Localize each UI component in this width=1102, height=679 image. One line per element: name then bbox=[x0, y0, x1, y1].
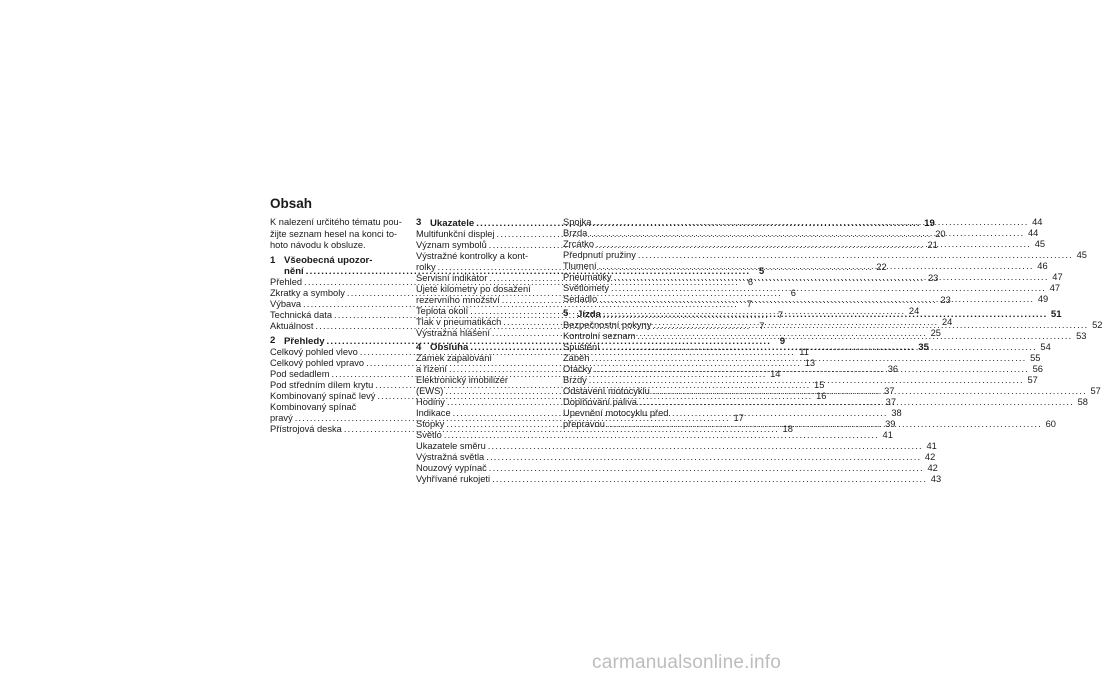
page-number: 47 bbox=[1052, 272, 1063, 282]
page-number: 7 bbox=[746, 299, 753, 309]
page-number: 7 bbox=[777, 310, 784, 320]
entry-title: Záběh bbox=[563, 352, 590, 363]
dot-leader bbox=[602, 342, 1037, 353]
entry-title: Nouzový vypínač bbox=[416, 463, 487, 473]
entry-title: Multifunkční displej bbox=[416, 228, 495, 239]
entry-title: Výbava bbox=[270, 299, 302, 309]
toc-entry[interactable] bbox=[416, 452, 936, 463]
entry-title: Teplota okolí bbox=[416, 305, 469, 316]
page-number: 38 bbox=[891, 408, 902, 418]
section-number: 4 bbox=[416, 341, 422, 353]
page-number: 35 bbox=[918, 342, 929, 353]
page-number: 47 bbox=[1049, 283, 1061, 293]
page-number: 42 bbox=[927, 463, 938, 473]
entry-title: Pneumatiky bbox=[563, 272, 612, 282]
page-number: 41 bbox=[882, 430, 893, 440]
page-number: 6 bbox=[790, 288, 796, 298]
dot-leader bbox=[589, 375, 1024, 386]
entry-title: Servisní indikátor bbox=[416, 272, 488, 283]
entry-title: Brzda bbox=[563, 228, 588, 238]
intro-line: žijte seznam hesel na konci to- bbox=[270, 228, 398, 239]
dot-leader bbox=[591, 353, 1026, 364]
page-number: 24 bbox=[908, 305, 920, 316]
page-number: 9 bbox=[779, 335, 786, 347]
page-number: 25 bbox=[930, 327, 941, 338]
entry-title: Tlak v pneumatikách bbox=[416, 316, 502, 327]
entry-title: Pod sedadlem bbox=[270, 368, 330, 379]
dot-leader bbox=[599, 261, 1034, 272]
page-number: 11 bbox=[799, 346, 809, 357]
page-number: 36 bbox=[887, 364, 899, 374]
page-number: 19 bbox=[924, 217, 935, 229]
page-number: 7 bbox=[759, 321, 765, 331]
page-number: 17 bbox=[733, 412, 744, 423]
section-title: Ukazatele bbox=[430, 217, 475, 229]
entry-title: (EWS) bbox=[416, 386, 444, 396]
toc-entry[interactable] bbox=[416, 463, 938, 474]
section-number: 5 bbox=[563, 308, 569, 319]
entry-title: Kontrolní seznam bbox=[563, 330, 636, 341]
entry-title: rezervního množství bbox=[416, 294, 500, 305]
page-number: 21 bbox=[927, 239, 938, 250]
section-title: nění bbox=[284, 266, 304, 277]
entry-title: Pod středním dílem krytu bbox=[270, 379, 374, 390]
entry-title: Indikace bbox=[416, 408, 451, 418]
page-number: 37 bbox=[884, 386, 895, 396]
entry-title: Kombinovaný spínač bbox=[270, 401, 357, 412]
page-number: 5 bbox=[758, 266, 765, 277]
entry-title: Technická data bbox=[270, 310, 333, 320]
toc-entry[interactable] bbox=[563, 283, 1061, 294]
entry-title: Aktuálnost bbox=[270, 321, 314, 331]
dot-leader bbox=[492, 474, 927, 485]
entry-title: a řízení bbox=[416, 364, 448, 374]
page-number: 22 bbox=[876, 261, 887, 272]
dot-leader bbox=[611, 283, 1046, 294]
page-number: 42 bbox=[924, 452, 936, 462]
page-number: 53 bbox=[1076, 330, 1087, 341]
entry-title: Předpnutí pružiny bbox=[563, 250, 636, 260]
section-title: Obsluha bbox=[430, 342, 469, 353]
dot-leader bbox=[639, 397, 1074, 408]
dot-leader bbox=[614, 272, 1049, 283]
page-number: 57 bbox=[1090, 385, 1101, 396]
dot-leader bbox=[603, 309, 1048, 320]
page-number: 44 bbox=[1028, 228, 1039, 238]
entry-title: Elektronický imobilizér bbox=[416, 375, 508, 385]
entry-title: Vyhřívané rukojeti bbox=[416, 474, 491, 484]
dot-leader bbox=[599, 294, 1034, 305]
entry-title: Odstavení motocyklu bbox=[563, 385, 650, 396]
page-number: 45 bbox=[1034, 239, 1046, 249]
entry-title: pravý bbox=[270, 412, 293, 423]
dot-leader bbox=[486, 452, 921, 463]
dot-leader bbox=[593, 217, 1028, 228]
entry-title: Celkový pohled vlevo bbox=[270, 346, 358, 357]
page-number: 54 bbox=[1040, 341, 1051, 352]
entry-title: rolky bbox=[416, 261, 436, 272]
entry-title: Sedadlo bbox=[563, 294, 598, 304]
page-number: 41 bbox=[926, 441, 937, 451]
entry-title: Otáčky bbox=[563, 363, 592, 374]
entry-title: Brzdy bbox=[563, 374, 587, 385]
dot-leader bbox=[638, 250, 1073, 261]
intro-line: hoto návodu k obsluze. bbox=[270, 240, 366, 250]
section-title: Všeobecná upozor- bbox=[284, 254, 373, 266]
page-number: 43 bbox=[930, 474, 942, 484]
dot-leader bbox=[596, 239, 1031, 250]
entry-title: Výstražné kontrolky a kont- bbox=[416, 250, 529, 261]
page-number: 39 bbox=[885, 419, 896, 429]
page-number: 45 bbox=[1076, 250, 1087, 260]
section-number: 2 bbox=[270, 335, 276, 346]
section-number: 3 bbox=[416, 217, 422, 228]
page-number: 20 bbox=[935, 228, 946, 239]
page-number: 14 bbox=[770, 368, 781, 379]
entry-title: Spuštění bbox=[563, 341, 600, 352]
dot-leader bbox=[594, 364, 1029, 375]
section-number: 1 bbox=[270, 254, 276, 266]
dot-leader bbox=[607, 419, 1042, 430]
entry-title: Ujeté kilometry po dosažení bbox=[416, 283, 531, 294]
entry-title: Kombinovaný spínač levý bbox=[270, 390, 376, 401]
page-number: 37 bbox=[885, 397, 896, 407]
dot-leader bbox=[444, 430, 879, 441]
dot-leader bbox=[653, 320, 1088, 331]
entry-title: Doplňování paliva bbox=[563, 396, 637, 407]
page-number: 15 bbox=[814, 379, 825, 390]
entry-title: Upevnění motocyklu před bbox=[563, 407, 669, 418]
page-title: Obsah bbox=[270, 196, 313, 211]
entry-title: Stopky bbox=[416, 419, 445, 429]
intro-line: K nalezení určitého tématu pou- bbox=[270, 217, 402, 227]
entry-title: Zrcátko bbox=[563, 239, 594, 249]
dot-leader bbox=[652, 386, 1087, 397]
entry-title: Význam symbolů bbox=[416, 239, 487, 250]
page-number: 23 bbox=[940, 294, 951, 305]
page-number: 60 bbox=[1045, 418, 1056, 429]
toc-entry[interactable] bbox=[416, 474, 942, 485]
entry-title: Celkový pohled vpravo bbox=[270, 357, 365, 368]
toc-entry[interactable] bbox=[416, 441, 937, 452]
entry-title: Hodiny bbox=[416, 397, 445, 407]
page-number: 46 bbox=[1037, 261, 1048, 271]
page-number: 23 bbox=[928, 272, 939, 283]
dot-leader bbox=[488, 441, 923, 452]
entry-title: Tlumení bbox=[563, 261, 597, 271]
page-number: 58 bbox=[1077, 396, 1088, 407]
entry-title: Přístrojová deska bbox=[270, 423, 342, 434]
page-number: 56 bbox=[1032, 363, 1043, 374]
toc-entry[interactable] bbox=[416, 430, 893, 441]
section-title: Jízda bbox=[577, 308, 601, 320]
page-number: 16 bbox=[816, 390, 827, 401]
page-number: 18 bbox=[782, 423, 793, 434]
toc-entry[interactable] bbox=[563, 250, 1087, 261]
entry-title: Výstražná hlášení bbox=[416, 327, 490, 338]
entry-title: Světlomety bbox=[563, 283, 609, 293]
dot-leader bbox=[489, 463, 924, 474]
page-number: 52 bbox=[1092, 319, 1102, 330]
section-title: Přehledy bbox=[284, 335, 325, 347]
watermark: carmanualsonline.info bbox=[592, 652, 782, 673]
page-number: 49 bbox=[1037, 294, 1049, 304]
page-number: 44 bbox=[1032, 217, 1043, 227]
page-number: 6 bbox=[747, 277, 754, 287]
dot-leader bbox=[637, 331, 1072, 342]
page-number: 13 bbox=[804, 357, 816, 368]
page-number: 57 bbox=[1027, 374, 1038, 385]
page-number: 24 bbox=[941, 316, 953, 327]
entry-title: Ukazatele směru bbox=[416, 441, 486, 451]
entry-title: Výstražná světla bbox=[416, 452, 485, 462]
entry-title: Zkratky a symboly bbox=[270, 288, 345, 298]
entry-title: Přehled bbox=[270, 277, 303, 287]
entry-title: Bezpečnostní pokyny bbox=[563, 319, 652, 330]
page-number: 55 bbox=[1030, 352, 1041, 363]
page-number: 51 bbox=[1050, 308, 1062, 320]
entry-title: Světlo bbox=[416, 430, 442, 440]
intro-text bbox=[270, 217, 404, 252]
entry-title: Zámek zapalování bbox=[416, 353, 492, 363]
entry-title: Spojka bbox=[563, 217, 592, 227]
entry-title: přepravou bbox=[563, 418, 605, 429]
dot-leader bbox=[589, 228, 1024, 239]
